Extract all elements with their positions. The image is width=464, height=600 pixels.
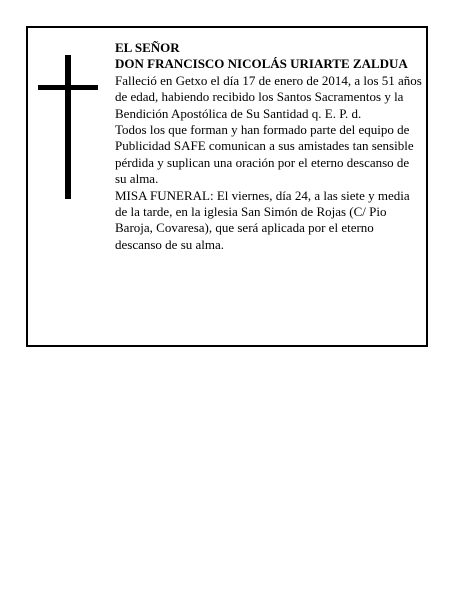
cross-vertical-bar (65, 55, 71, 199)
obituary-notice (26, 26, 428, 347)
heading-title: EL SEÑOR (115, 40, 180, 55)
cross-horizontal-bar (38, 85, 98, 90)
deceased-name: DON FRANCISCO NICOLÁS URIARTE ZALDUA (115, 56, 408, 72)
death-announcement: Falleció en Getxo el día 17 de enero de 2014, a los 51 años de edad, habiendo recibido los Santos Sacramentos y la Bendición Apostólica de Su Santidad q. E. P. d. (115, 72, 422, 121)
cross-icon (38, 55, 98, 199)
condolence-message: Todos los que forman y han formado parte del equipo de Publicidad SAFE comunican a sus amistades tan sensible pérdida y suplican una oración por el eterno descanso de su alma. (115, 122, 414, 187)
funeral-mass-details: MISA FUNERAL: El viernes, día 24, a las siete y media de la tarde, en la iglesia San Simón de Rojas (C/ Pio Baroja, Covaresa), que será aplicada por el eterno descanso de su alma. (115, 187, 410, 252)
notice-text (115, 40, 423, 253)
